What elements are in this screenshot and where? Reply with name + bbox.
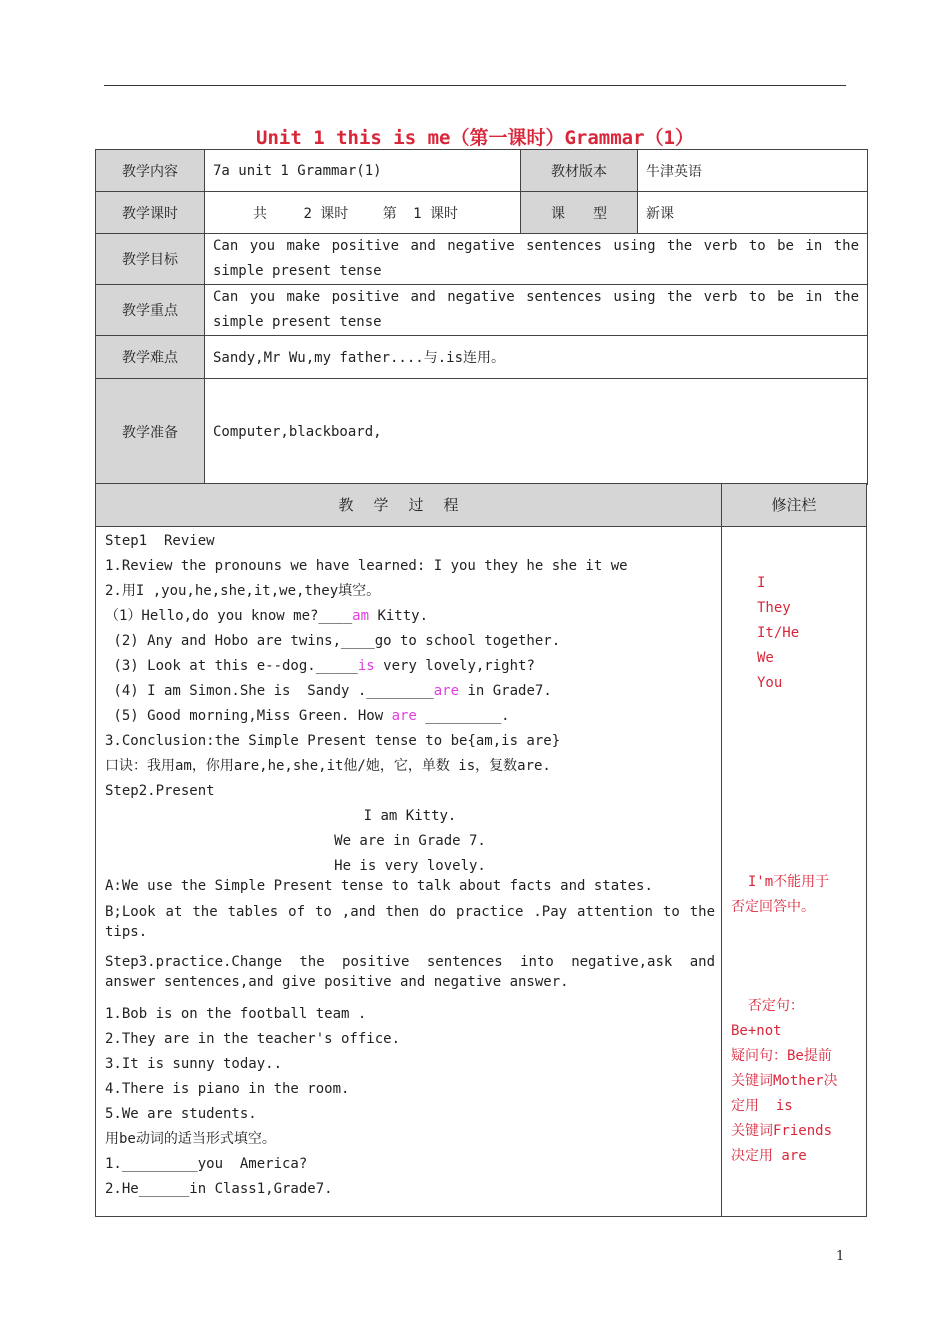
question-3 (105, 656, 715, 676)
step2-heading: Step2.Present (105, 783, 215, 799)
question-4 (105, 681, 715, 701)
note-pronoun-4: We (757, 650, 774, 666)
goal-value: Can you make positive and negative sentences using the verb to be in the simple present tense (205, 234, 868, 285)
q5-end: _________. (416, 708, 510, 724)
review-line: 1.Review the pronouns we have learned: I you they he she it we (105, 558, 628, 574)
content-label: 教学内容 (96, 150, 205, 192)
q1-text: （1）Hello,do you know me?____ (105, 608, 353, 624)
q4-answer: are (433, 683, 460, 699)
note-q-4: 关键词Friends (731, 1123, 833, 1139)
point-a: A:We use the Simple Present tense to talk about facts and states. (105, 878, 653, 894)
fill-intro: 2.用I ,you,he,she,it,we,they填空。 (105, 583, 381, 599)
prep-value: Computer,blackboard, (205, 379, 868, 485)
hours-value (205, 192, 521, 234)
notes-header: 修注栏 (722, 484, 866, 527)
note-pronoun-2: They (757, 600, 791, 616)
sentence-4: 4.There is piano in the room. (105, 1081, 350, 1097)
note-q-2: 关键词Mother决 (731, 1073, 838, 1089)
page-title: Unit 1 this is me（第一课时）Grammar（1） (256, 127, 694, 149)
conclusion-line: 3.Conclusion:the Simple Present tense to be{am,is are} (105, 733, 561, 749)
q1-end: Kitty. (369, 608, 429, 624)
fill-1: 1._________you America? (105, 1156, 308, 1172)
note-im-1: I'm不能用于 (731, 874, 830, 890)
note-pronoun-1: I (757, 575, 766, 591)
hours-this-prefix: 第 (382, 205, 397, 222)
sentence-3: 3.It is sunny today.. (105, 1056, 283, 1072)
note-pronoun-5: You (757, 675, 783, 691)
q4-text: (4) I am Simon.She is Sandy .________ (105, 683, 434, 699)
prep-label: 教学准备 (96, 379, 205, 485)
fill-2: 2.He______in Class1,Grade7. (105, 1181, 333, 1197)
page-number: 1 (836, 1249, 845, 1264)
note-neg-2: Be+not (731, 1023, 782, 1039)
q3-text: (3) Look at this e--dog._____ (105, 658, 358, 674)
q4-end: in Grade7. (459, 683, 552, 699)
hours-this: 1 课时 (413, 205, 459, 222)
edition-label: 教材版本 (521, 150, 638, 192)
top-rule (104, 85, 846, 86)
note-q-3: 定用 is (731, 1098, 793, 1114)
step1-heading: Step1 Review (105, 533, 215, 549)
mnemonic-line: 口诀：我用am，你用are,he,she,it他/她，它，单数 is，复数are. (105, 758, 551, 774)
question-2: (2) Any and Hobo are twins,____go to school together. (105, 633, 561, 649)
example-2: We are in Grade 7. (334, 833, 486, 849)
process-header: 教学过程 (96, 484, 722, 527)
point-b: B;Look at the tables of to ,and then do practice .Pay attention to the tips. (105, 904, 715, 940)
content-value: 7a unit 1 Grammar(1) (205, 150, 521, 192)
hours-total-prefix: 共 (253, 205, 267, 222)
key-label: 教学重点 (96, 285, 205, 336)
difficulty-label: 教学难点 (96, 336, 205, 379)
key-value: Can you make positive and negative sentences using the verb to be in the simple present tense (205, 285, 868, 336)
q3-answer: is (357, 658, 375, 674)
process-section (95, 483, 867, 1217)
note-im-2: 否定回答中。 (731, 899, 815, 915)
sentence-2: 2.They are in the teacher's office. (105, 1031, 401, 1047)
fill-be-intro: 用be动词的适当形式填空。 (105, 1131, 276, 1147)
goal-label: 教学目标 (96, 234, 205, 285)
question-5 (105, 706, 715, 726)
edition-value: 牛津英语 (638, 150, 868, 192)
sentence-1: 1.Bob is on the football team . (105, 1006, 367, 1022)
sentence-5: 5.We are students. (105, 1106, 257, 1122)
note-q-1: 疑问句：Be提前 (731, 1048, 832, 1064)
q5-answer: are (391, 708, 417, 724)
hours-total: 2 课时 (303, 205, 349, 222)
note-pronoun-3: It/He (757, 625, 800, 641)
q1-answer: am (352, 608, 370, 624)
example-1: I am Kitty. (363, 808, 457, 824)
hours-label: 教学课时 (96, 192, 205, 234)
column-divider (721, 527, 722, 1217)
note-neg-1: 否定句： (731, 998, 804, 1014)
q3-end: very lovely,right? (374, 658, 535, 674)
q5-text: (5) Good morning,Miss Green. How (105, 708, 392, 724)
type-value: 新课 (638, 192, 868, 234)
lesson-info-table (95, 149, 868, 485)
type-label: 课 型 (521, 192, 638, 234)
question-1 (105, 606, 715, 626)
difficulty-value: Sandy,Mr Wu,my father....与.is连用。 (205, 336, 868, 379)
note-q-5: 决定用 are (731, 1148, 807, 1164)
example-3: He is very lovely. (334, 858, 486, 874)
step3-heading: Step3.practice.Change the positive sentences into negative,ask and answer sentences,and give positive and negative answer. (105, 954, 715, 990)
